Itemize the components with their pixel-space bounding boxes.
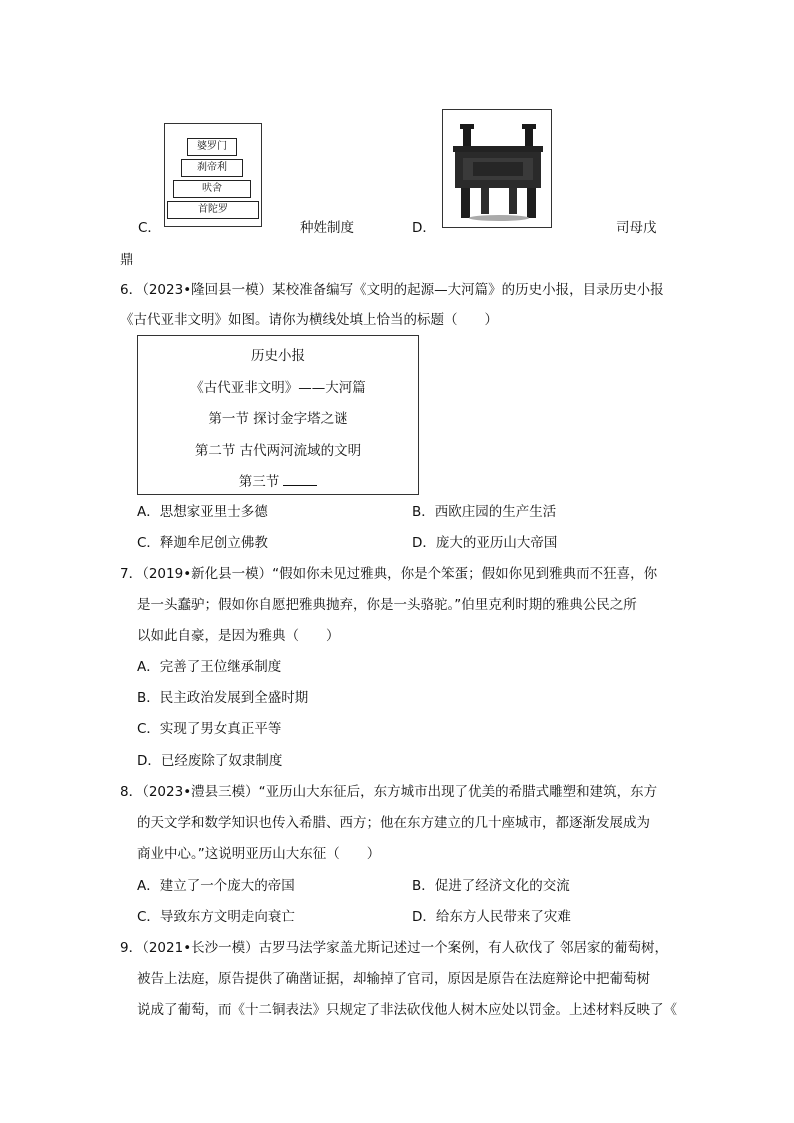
q7-option-a[interactable]: A．完善了王位继承制度 xyxy=(137,659,282,675)
caste-tier-vaishya: 吠舍 xyxy=(173,180,251,198)
bronze-ding-image xyxy=(442,109,552,228)
option-d-caption-cont: 鼎 xyxy=(120,252,134,268)
caste-tier-kshatriya: 刹帝利 xyxy=(181,159,243,177)
q8-stem-line1: 8．（2023•澧县三模）“亚历山大东征后，东方城市出现了优美的希腊式雕塑和建筑，东方 xyxy=(120,784,658,800)
q6-option-b[interactable]: B．西欧庄园的生产生活 xyxy=(412,504,557,520)
q7-stem-line3: 以如此自豪，是因为雅典（ ） xyxy=(137,628,340,644)
box-section-3 xyxy=(138,470,418,490)
option-d-caption: 司母戊 xyxy=(616,220,657,236)
q8-stem-line3: 商业中心。”这说明亚历山大东征（ ） xyxy=(137,846,381,862)
box-section-3-label: 第三节 xyxy=(238,474,280,490)
option-d-label: D． xyxy=(412,220,436,236)
q6-option-d[interactable]: D．庞大的亚历山大帝国 xyxy=(412,535,558,551)
q8-option-c[interactable]: C．导致东方文明走向衰亡 xyxy=(137,909,295,925)
box-subtitle: 《古代亚非文明》——大河篇 xyxy=(190,380,366,396)
box-section-2: 第二节 古代两河流域的文明 xyxy=(194,443,362,459)
q7-option-b[interactable]: B．民主政治发展到全盛时期 xyxy=(137,690,309,706)
caste-pyramid-image xyxy=(164,123,262,227)
q7-stem-line2: 是一头蠢驴；假如你自愿把雅典抛弃，你是一头骆驼。”伯里克利时期的雅典公民之所 xyxy=(137,597,637,613)
q9-stem-line3: 说成了葡萄，而《十二铜表法》只规定了非法砍伐他人树木应处以罚金。上述材料反映了《 xyxy=(137,1002,677,1018)
q6-stem-line1: 6．（2023•隆回县一模）某校准备编写《文明的起源—大河篇》的历史小报，目录历史小报 xyxy=(120,282,664,298)
history-newspaper-box xyxy=(137,335,419,495)
caste-tier-brahmin: 婆罗门 xyxy=(187,138,237,156)
q8-option-b[interactable]: B．促进了经济文化的交流 xyxy=(412,878,570,894)
q8-option-d[interactable]: D．给东方人民带来了灾难 xyxy=(412,909,571,925)
q6-option-a[interactable]: A．思想家亚里士多德 xyxy=(137,504,268,520)
option-c-label: C． xyxy=(138,220,161,236)
q8-stem-line2: 的天文学和数学知识也传入希腊、西方；他在东方建立的几十座城市，都逐渐发展成为 xyxy=(137,815,650,831)
q7-option-d[interactable]: D．已经废除了奴隶制度 xyxy=(137,753,283,769)
q7-option-c[interactable]: C．实现了男女真正平等 xyxy=(137,721,282,737)
q9-stem-line2: 被告上法庭，原告提供了确凿证据，却输掉了官司，原因是原告在法庭辩论中把葡萄树 xyxy=(137,971,650,987)
q8-option-a[interactable]: A．建立了一个庞大的帝国 xyxy=(137,878,295,894)
box-section-1: 第一节 探讨金字塔之谜 xyxy=(208,411,348,427)
q6-option-c[interactable]: C．释迦牟尼创立佛教 xyxy=(137,535,268,551)
box-title: 历史小报 xyxy=(251,348,305,364)
ding-icon xyxy=(443,110,551,227)
q6-stem-line2: 《古代亚非文明》如图。请你为横线处填上恰当的标题（ ） xyxy=(120,312,498,328)
blank-line xyxy=(283,473,317,486)
option-c-caption: 种姓制度 xyxy=(300,220,354,236)
q9-stem-line1: 9．（2021•长沙一模）古罗马法学家盖尤斯记述过一个案例，有人砍伐了 邻居家的葡萄树， xyxy=(120,940,668,956)
caste-tier-shudra: 首陀罗 xyxy=(167,201,259,219)
q7-stem-line1: 7．（2019•新化县一模）“假如你未见过雅典，你是个笨蛋；假如你见到雅典而不狂喜，你 xyxy=(120,566,658,582)
